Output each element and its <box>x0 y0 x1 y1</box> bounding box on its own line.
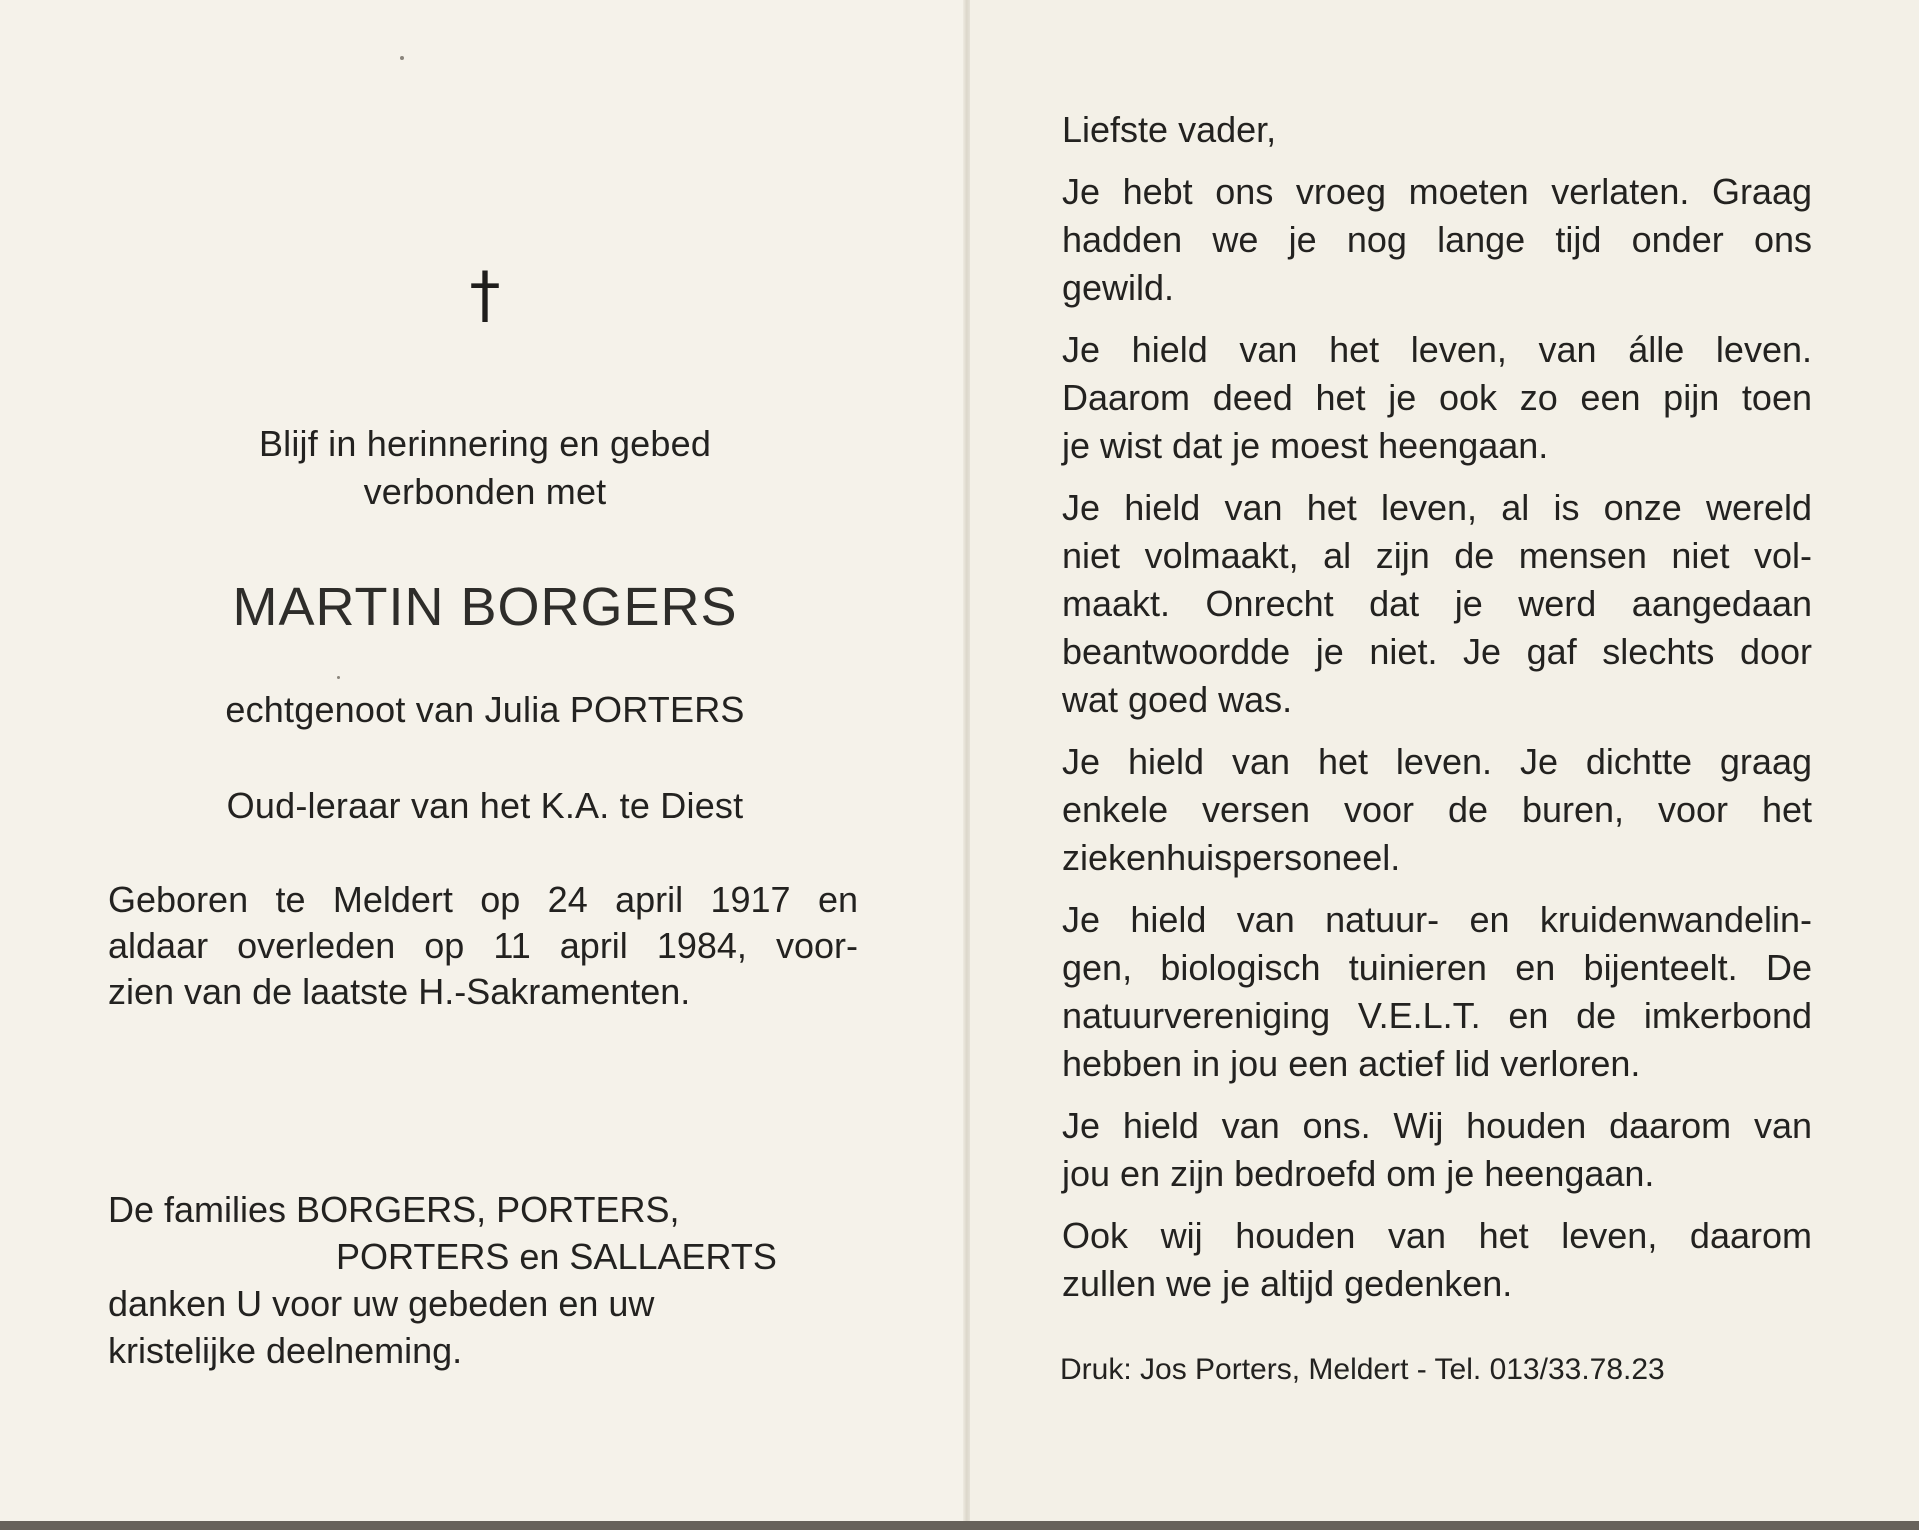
letter-paragraph <box>1062 168 1812 312</box>
letter-line: jou en zijn bedroefd om je heengaan. <box>1062 1153 1655 1194</box>
birth-death-details <box>108 877 858 1015</box>
letter-line: gen, biologisch tuinieren en bijenteelt. De <box>1062 947 1812 988</box>
paper-speck <box>400 56 404 60</box>
thanks-line: De families BORGERS, PORTERS, <box>108 1189 680 1230</box>
letter-line: ziekenhuispersoneel. <box>1062 837 1401 878</box>
intro-line: Blijf in herinnering en gebed <box>258 423 712 464</box>
deceased-name: MARTIN BORGERS <box>232 577 738 637</box>
letter-paragraph <box>1062 1212 1812 1308</box>
letter-paragraph <box>1062 1102 1812 1198</box>
letter-paragraph <box>1062 326 1812 470</box>
family-thanks <box>108 1186 828 1374</box>
letter-line: Je hield van ons. Wij houden daarom van <box>1062 1105 1812 1146</box>
paper-speck <box>337 676 340 679</box>
letter-line: Daarom deed het je ook zo een pijn toen <box>1062 377 1812 418</box>
thanks-line: kristelijke deelneming. <box>108 1330 463 1371</box>
letter-line: zullen we je altijd gedenken. <box>1062 1263 1513 1304</box>
letter-line: enkele versen voor de buren, voor het <box>1062 789 1812 830</box>
letter-paragraph <box>1062 484 1812 724</box>
bio-line: Geboren te Meldert op 24 april 1917 en <box>108 879 858 920</box>
letter-line: Je hebt ons vroeg moeten verlaten. Graag <box>1062 171 1812 212</box>
thanks-line: danken U voor uw gebeden en uw <box>108 1283 655 1324</box>
bio-line: zien van de laatste H.-Sakramenten. <box>108 971 691 1012</box>
letter-line: wat goed was. <box>1062 679 1293 720</box>
letter-paragraph <box>1062 896 1812 1088</box>
letter-line: maakt. Onrecht dat je werd aangedaan <box>1062 583 1812 624</box>
letter-line: Je hield van het leven. Je dichtte graag <box>1062 741 1812 782</box>
letter-line: niet volmaakt, al zijn de mensen niet vol- <box>1062 535 1812 576</box>
letter-line: Je hield van natuur- en kruidenwandelin- <box>1062 899 1812 940</box>
thanks-line: PORTERS en SALLAERTS <box>336 1236 777 1277</box>
intro-line: verbonden met <box>363 471 607 512</box>
letter-line: natuurvereniging V.E.L.T. en de imkerbond <box>1062 995 1812 1036</box>
profession-line: Oud-leraar van het K.A. te Diest <box>226 785 744 826</box>
remembrance-intro <box>200 420 770 516</box>
letter-line: hebben in jou een actief lid verloren. <box>1062 1043 1641 1084</box>
letter-line: Ook wij houden van het leven, daarom <box>1062 1215 1812 1256</box>
letter-line: Je hield van het leven, al is onze wereld <box>1062 487 1812 528</box>
printer-credit: Druk: Jos Porters, Meldert - Tel. 013/33.78.23 <box>1060 1353 1665 1386</box>
spouse-line: echtgenoot van Julia PORTERS <box>225 689 745 730</box>
letter-line: gewild. <box>1062 267 1175 308</box>
letter-line: je wist dat je moest heengaan. <box>1062 425 1549 466</box>
bio-line: aldaar overleden op 11 april 1984, voor- <box>108 925 858 966</box>
letter-line: Je hield van het leven, van álle leven. <box>1062 329 1812 370</box>
farewell-letter <box>1062 106 1812 1322</box>
card-bottom-edge <box>0 1521 1919 1530</box>
letter-line: beantwoordde je niet. Je gaf slechts door <box>1062 631 1812 672</box>
cross-icon: † <box>469 258 501 331</box>
letter-line: hadden we je nog lange tijd onder ons <box>1062 219 1812 260</box>
letter-paragraph <box>1062 738 1812 882</box>
letter-greeting: Liefste vader, <box>1062 109 1277 150</box>
